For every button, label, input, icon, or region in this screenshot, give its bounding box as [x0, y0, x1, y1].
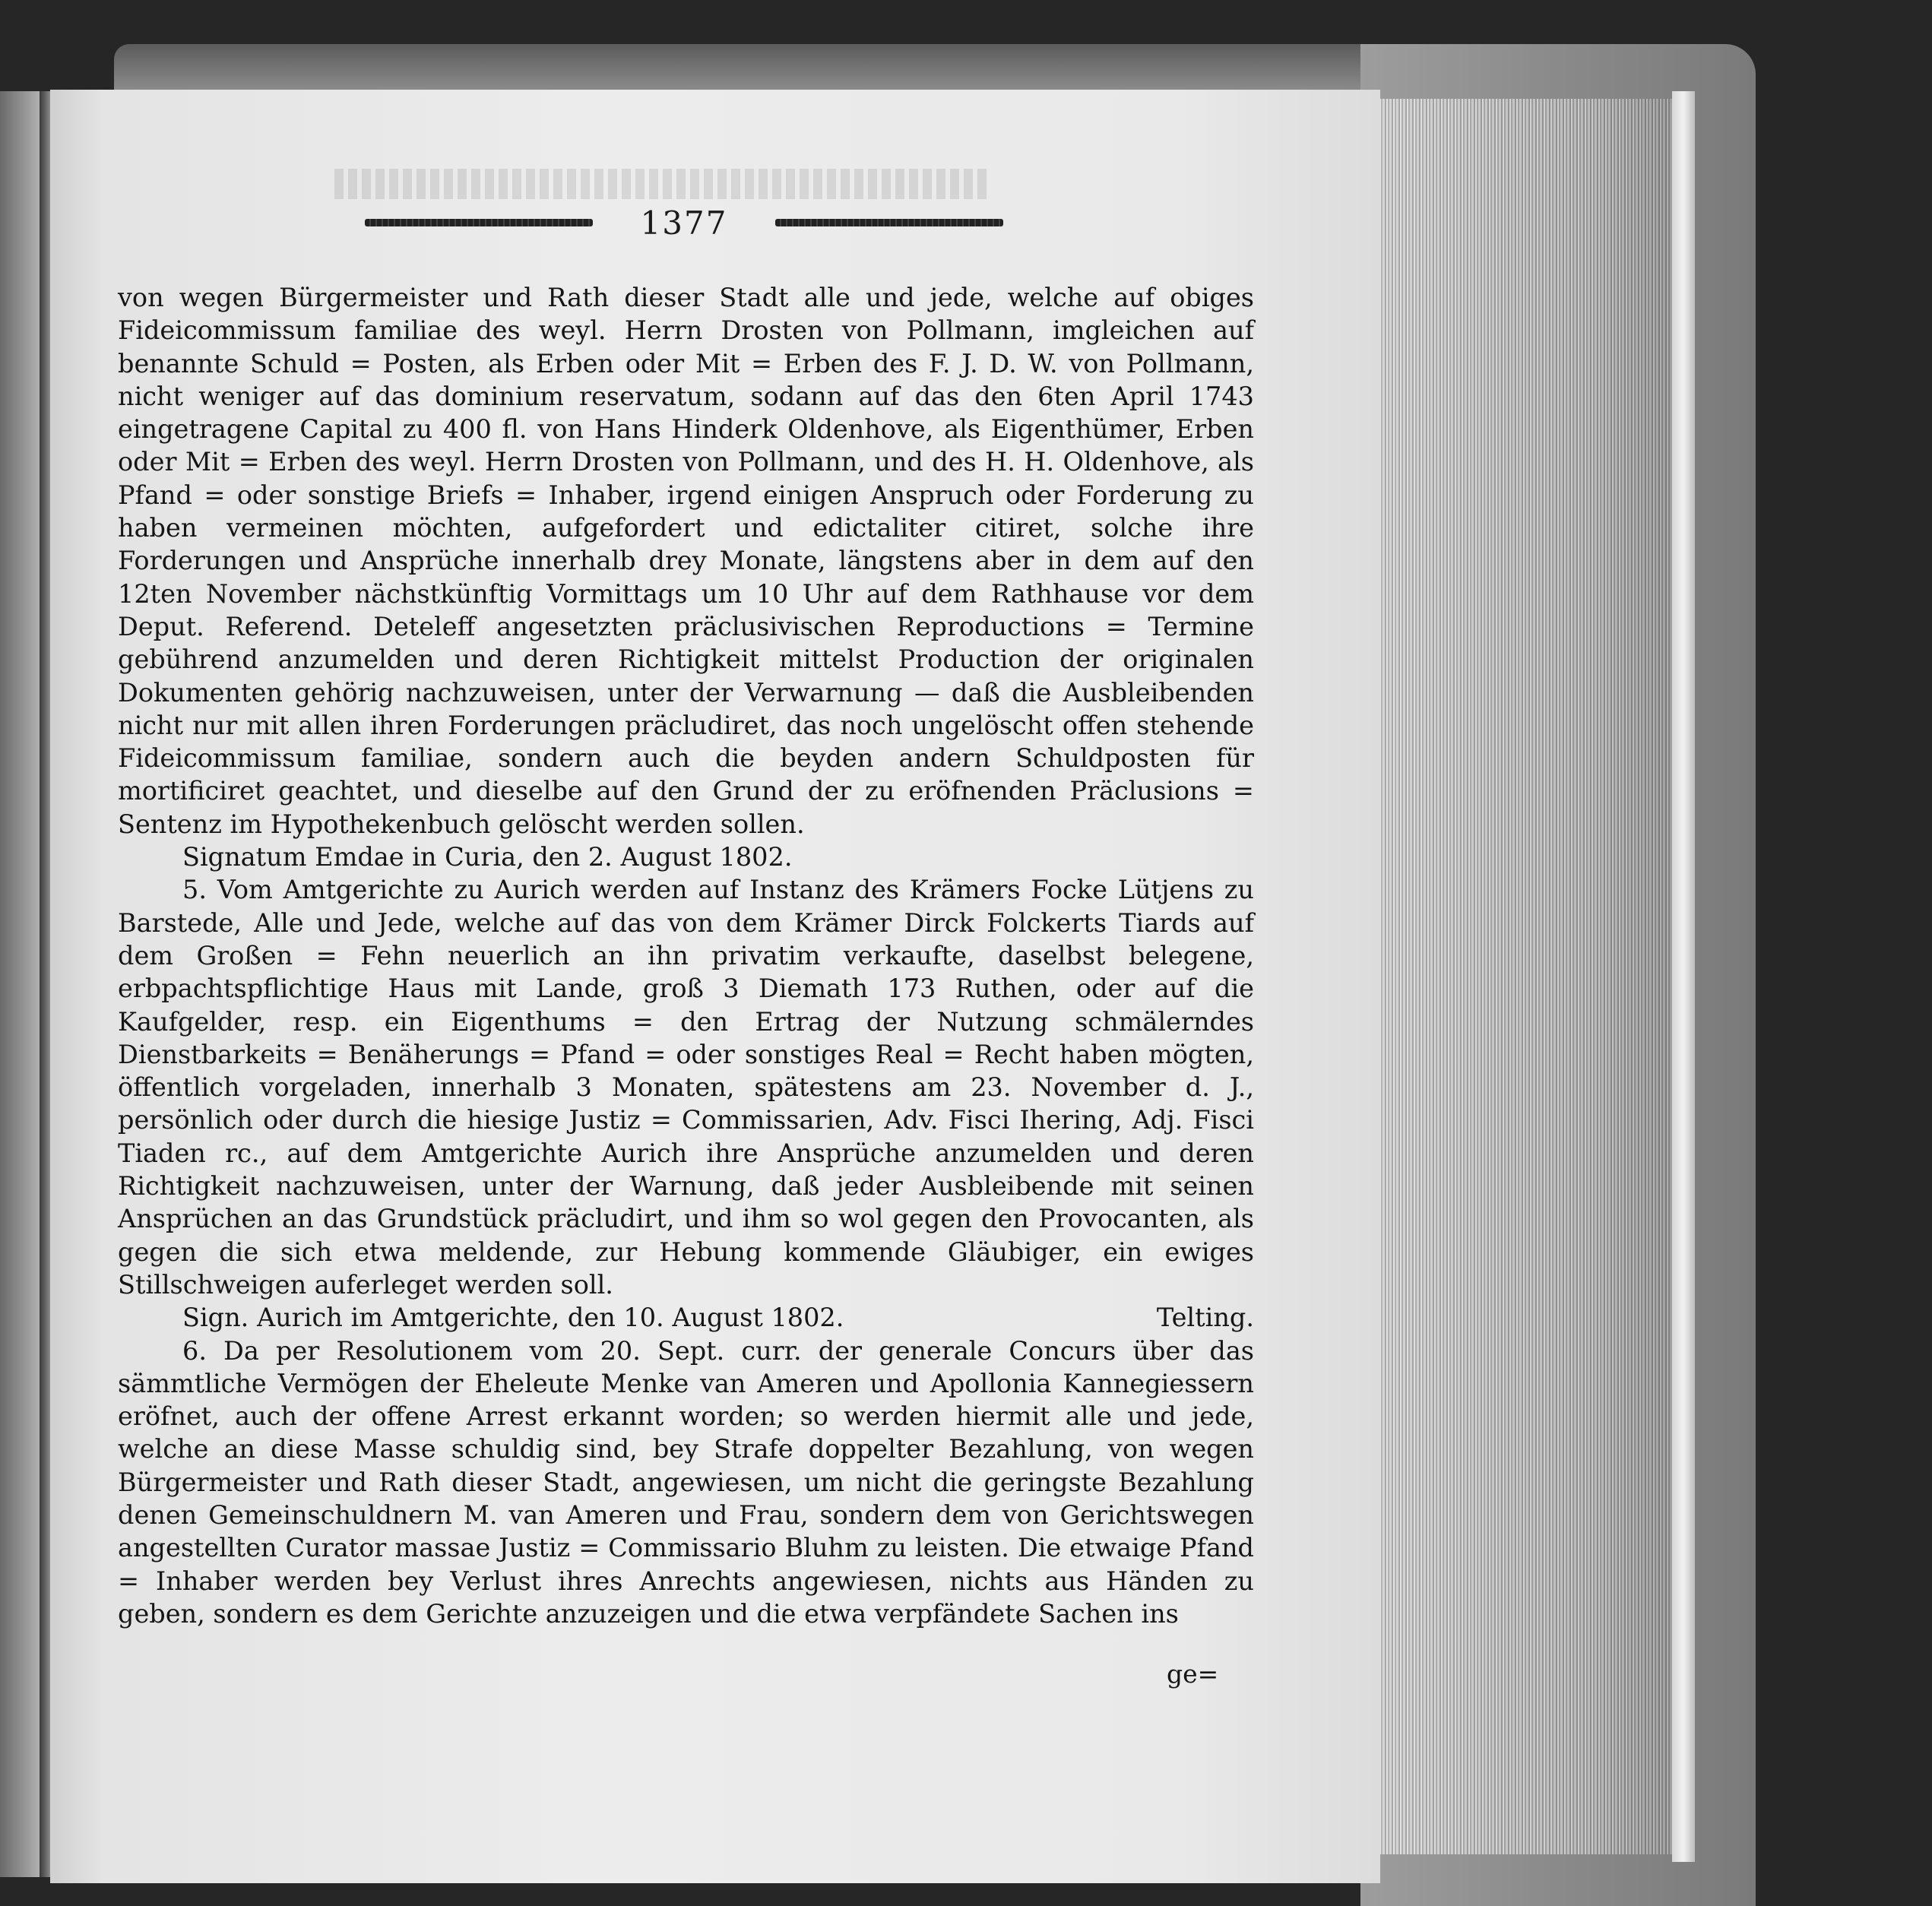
page-block-shade	[1376, 99, 1687, 1854]
page-header	[365, 204, 1003, 242]
left-page-edge	[0, 91, 46, 1877]
header-rule-left	[365, 219, 593, 226]
paragraph-5: 5. Vom Amtgerichte zu Aurich werden auf Instanz des Krämers Focke Lütjens zu Barstede, Alle und Jede, welche auf das von dem Krämer Dirck Folckerts Tiards auf dem Großen = Fehn neuerlich an ihn privatim verkaufte, daselbst belegene, erbpachtspflichtige Haus mit Lande, groß 3 Diemath 173 Ruthen, oder auf die Kaufgelder, resp. ein Eigenthums = den Ertrag der Nutzung schmälerndes Dienstbarkeits = Benäherungs = Pfand = oder sonstiges Real = Recht haben mögten, öffentlich vorgeladen, innerhalb 3 Monaten, spätestens am 23. November d. J., persönlich oder durch die hiesige Justiz = Commissarien, Adv. Fisci Ihering, Adj. Fisci Tiaden rc., auf dem Amtgerichte Aurich ihre Ansprüche anzumelden und deren Richtigkeit nachzuweisen, unter der Warnung, daß jeder Ausbleibende mit seinen Ansprüchen an das Grundstück präcludirt, und ihm so wol gegen den Provocanten, als gegen die sich etwa meldende, zur Hebung kommende Gläubiger, ein ewiges Stillschweigen auferleget werden soll.	[118, 875, 1254, 1300]
signature-aurich-line	[118, 1301, 1254, 1334]
signer-name: Telting.	[1156, 1303, 1254, 1333]
page-edge-highlight	[1672, 91, 1695, 1862]
signature-emden: Signatum Emdae in Curia, den 2. August 1802.	[182, 842, 793, 872]
catchword: ge=	[1167, 1659, 1219, 1689]
show-through-text	[334, 169, 988, 199]
body-text	[118, 281, 1254, 1630]
paragraph-6: 6. Da per Resolutionem vom 20. Sept. curr. der generale Concurs über das sämmtliche Vermögen der Eheleute Menke van Ameren und Apollonia Kannegiessern eröfnet, auch der offene Arrest erkannt worden; so werden hiermit alle und jede, welche an diese Masse schuldig sind, bey Strafe doppelter Bezahlung, von wegen Bürgermeister und Rath dieser Stadt, angewiesen, um nicht die geringste Bezahlung denen Gemeinschuldnern M. van Ameren und Frau, sondern dem von Gerichtswegen angestellten Curator massae Justiz = Commissario Bluhm zu leisten. Die etwaige Pfand = Inhaber werden bey Verlust ihres Anrechts angewiesen, nichts aus Händen zu geben, sondern es dem Gerichte anzuzeigen und die etwa verpfändete Sachen ins	[118, 1335, 1254, 1629]
header-rule-right	[775, 219, 1003, 226]
paragraph-continuation: von wegen Bürgermeister und Rath dieser Stadt alle und jede, welche auf obiges Fideicommissum familiae des weyl. Herrn Drosten von Pollmann, imgleichen auf benannte Schuld = Posten, als Erben oder Mit = Erben des F. J. D. W. von Pollmann, nicht weniger auf das dominium reservatum, sodann auf das den 6ten April 1743 eingetragene Capital zu 400 fl. von Hans Hinderk Oldenhove, als Eigenthümer, Erben oder Mit = Erben des weyl. Herrn Drosten von Pollmann, und des H. H. Oldenhove, als Pfand = oder sonstige Briefs = Inhaber, irgend einigen Anspruch oder Forderung zu haben vermeinen möchten, aufgefordert und edictaliter citiret, solche ihre Forderungen und Ansprüche innerhalb drey Monate, längstens aber in dem auf den 12ten November nächstkünftig Vormittags um 10 Uhr auf dem Rathhause vor dem Deput. Referend. Deteleff angesetzten präclusivischen Reproductions = Termine gebührend anzumelden und deren Richtigkeit mittelst Production der originalen Dokumenten gehörig nachzuweisen, unter der Verwarnung — daß die Ausbleibenden nicht nur mit allen ihren Forderungen präcludiret, das noch ungelöscht offen stehende Fideicommissum familiae, sondern auch die beyden andern Schuldposten für mortificiret geachtet, und dieselbe auf den Grund der zu eröfnenden Präclusions = Sentenz im Hypothekenbuch gelöscht werden sollen.	[118, 283, 1254, 839]
page-number: 1377	[640, 204, 728, 242]
signature-aurich: Sign. Aurich im Amtgerichte, den 10. August 1802.	[182, 1303, 844, 1333]
